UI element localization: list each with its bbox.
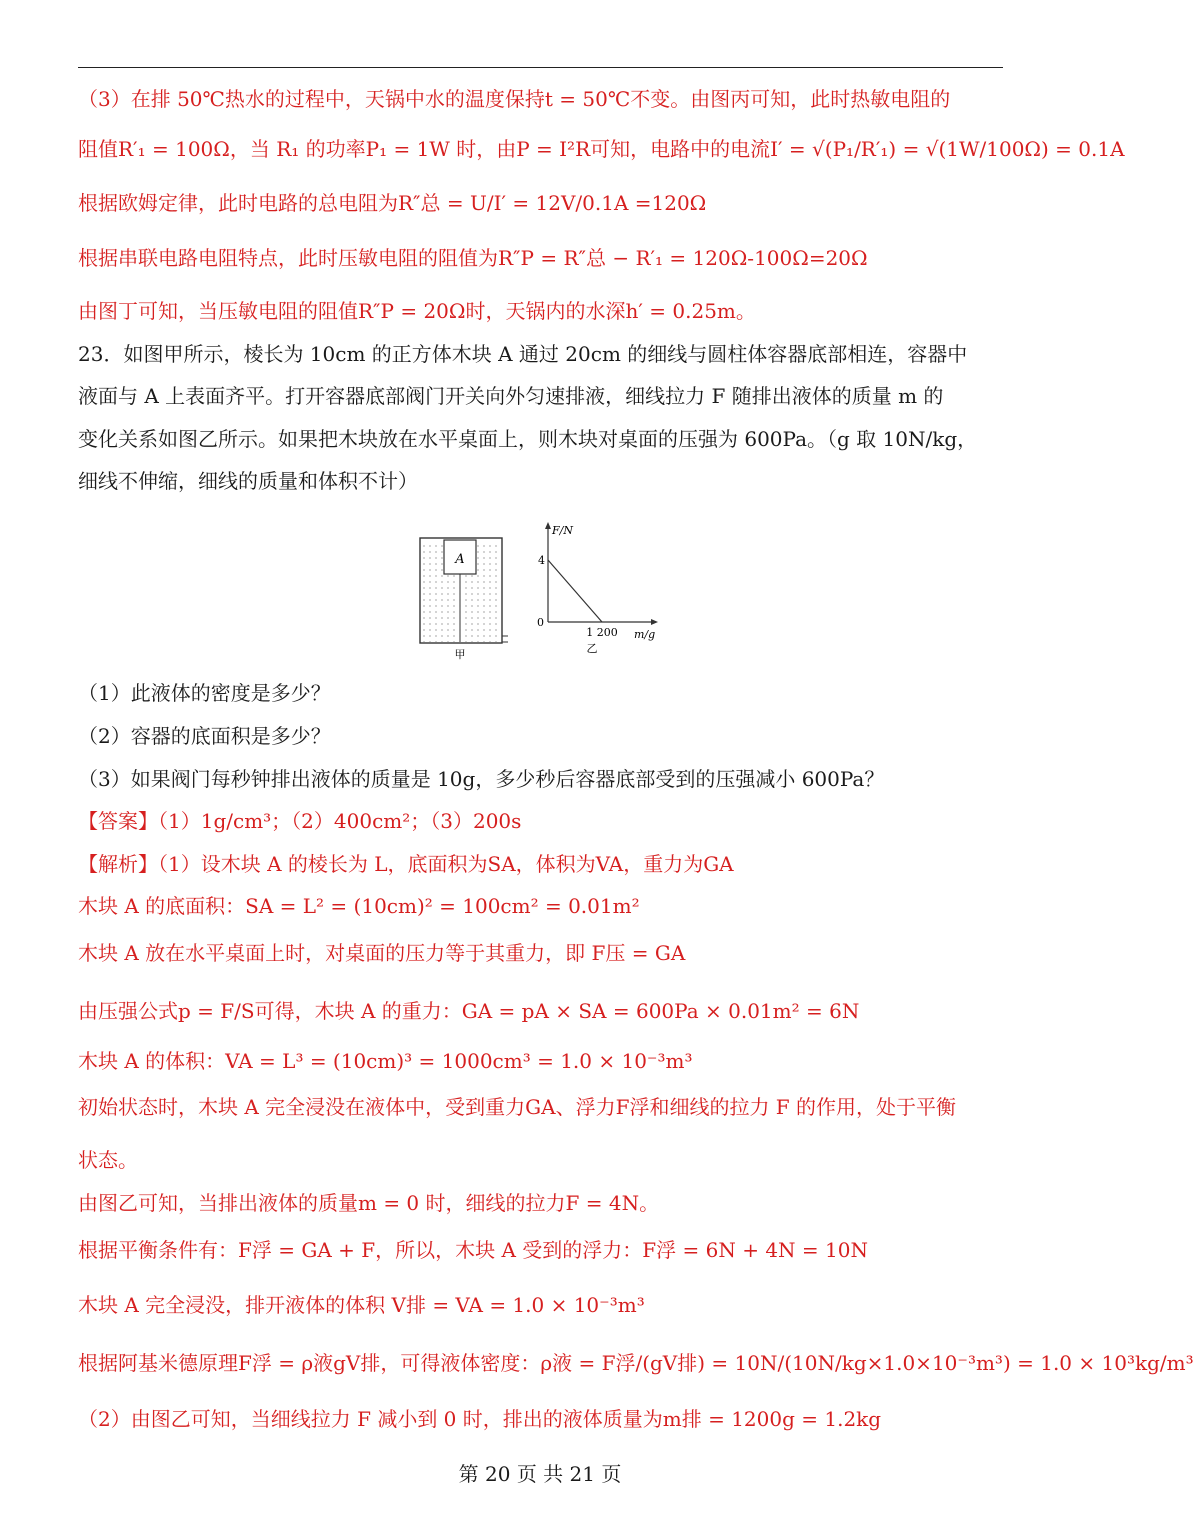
analysis-line: 木块 A 的体积：VA = L³ = (10cm)³ = 1000cm³ = 1.0 × 10⁻³m³ bbox=[78, 1049, 693, 1073]
question-line: 变化关系如图乙所示。如果把木块放在水平桌面上，则木块对桌面的压强为 600Pa。（g 取 10N/kg， bbox=[78, 427, 978, 451]
page-footer: 第 20 页 共 21 页 bbox=[458, 1462, 622, 1486]
y-axis-label: F/N bbox=[552, 524, 573, 537]
block-a-label: A bbox=[455, 552, 465, 567]
data-line bbox=[548, 560, 602, 622]
text-line: 由图丁可知，当压敏电阻的阻值R″P = 20Ω时，天锅内的水深h′ = 0.25m。 bbox=[78, 299, 756, 323]
answer-line: 【答案】（1）1g/cm³；（2）400cm²；（3）200s bbox=[78, 809, 522, 833]
analysis-line: 由压强公式p = F/S可得，木块 A 的重力：GA = pA × SA = 600Pa × 0.01m² = 6N bbox=[78, 999, 860, 1023]
subquestion-line: （2）容器的底面积是多少？ bbox=[78, 724, 331, 748]
analysis-line: （2）由图乙可知，当细线拉力 F 减小到 0 时，排出的液体质量为m排 = 1200g = 1.2kg bbox=[78, 1407, 882, 1431]
question-line: 细线不伸缩，细线的质量和体积不计） bbox=[78, 469, 418, 493]
x-axis-arrow bbox=[651, 619, 658, 625]
analysis-line: 木块 A 的底面积：SA = L² = (10cm)² = 100cm² = 0.01m² bbox=[78, 894, 640, 918]
analysis-line: 根据平衡条件有：F浮 = GA + F，所以，木块 A 受到的浮力：F浮 = 6N + 4N = 10N bbox=[78, 1238, 868, 1262]
analysis-line: 【解析】（1）设木块 A 的棱长为 L，底面积为SA，体积为VA，重力为GA bbox=[78, 852, 734, 876]
text-line: 根据欧姆定律，此时电路的总电阻为R″总 = U/I′ = 12V/0.1A =120Ω bbox=[78, 191, 707, 215]
analysis-line: 由图乙可知，当排出液体的质量m = 0 时，细线的拉力F = 4N。 bbox=[78, 1191, 660, 1215]
question-line: 23．如图甲所示，棱长为 10cm 的正方体木块 A 通过 20cm 的细线与圆柱体容器底部相连，容器中 bbox=[78, 342, 968, 366]
text-line: 根据串联电路电阻特点，此时压敏电阻的阻值为R″P = R″总 − R′₁ = 120Ω-100Ω=20Ω bbox=[78, 246, 868, 270]
problem-figure bbox=[410, 520, 670, 660]
analysis-line: 状态。 bbox=[78, 1148, 138, 1172]
x-axis-label: m/g bbox=[634, 628, 656, 641]
y-tick-label: 4 bbox=[538, 554, 545, 567]
y-axis-arrow bbox=[545, 522, 551, 529]
analysis-line: 初始状态时，木块 A 完全浸没在液体中，受到重力GA、浮力F浮和细线的拉力 F 的作用，处于平衡 bbox=[78, 1095, 957, 1119]
origin-label: 0 bbox=[537, 616, 544, 629]
analysis-line: 木块 A 放在水平桌面上时，对桌面的压力等于其重力，即 F压 = GA bbox=[78, 941, 686, 965]
question-line: 液面与 A 上表面齐平。打开容器底部阀门开关向外匀速排液，细线拉力 F 随排出液体的质量 m 的 bbox=[78, 384, 944, 408]
subquestion-line: （1）此液体的密度是多少？ bbox=[78, 681, 331, 705]
analysis-line: 木块 A 完全浸没，排开液体的体积 V排 = VA = 1.0 × 10⁻³m³ bbox=[78, 1293, 645, 1317]
caption-jia: 甲 bbox=[454, 648, 466, 661]
text-line: （3）在排 50℃热水的过程中，天锅中水的温度保持t = 50℃不变。由图丙可知，此时热敏电阻的 bbox=[78, 87, 951, 111]
text-line: 阻值R′₁ = 100Ω，当 R₁ 的功率P₁ = 1W 时，由P = I²R可知，电路中的电流I′ = √(P₁/R′₁) = √(1W/100Ω) = 0.1A bbox=[78, 137, 1125, 161]
caption-yi: 乙 bbox=[586, 642, 598, 655]
header-rule bbox=[78, 67, 1003, 68]
subquestion-line: （3）如果阀门每秒钟排出液体的质量是 10g，多少秒后容器底部受到的压强减小 600Pa？ bbox=[78, 767, 885, 791]
analysis-line: 根据阿基米德原理F浮 = ρ液gV排，可得液体密度：ρ液 = F浮/(gV排) = 10N/(10N/kg×1.0×10⁻³m³) = 1.0 × 10³kg/m³ bbox=[78, 1351, 1194, 1375]
x-tick-label: 1 200 bbox=[586, 626, 618, 639]
